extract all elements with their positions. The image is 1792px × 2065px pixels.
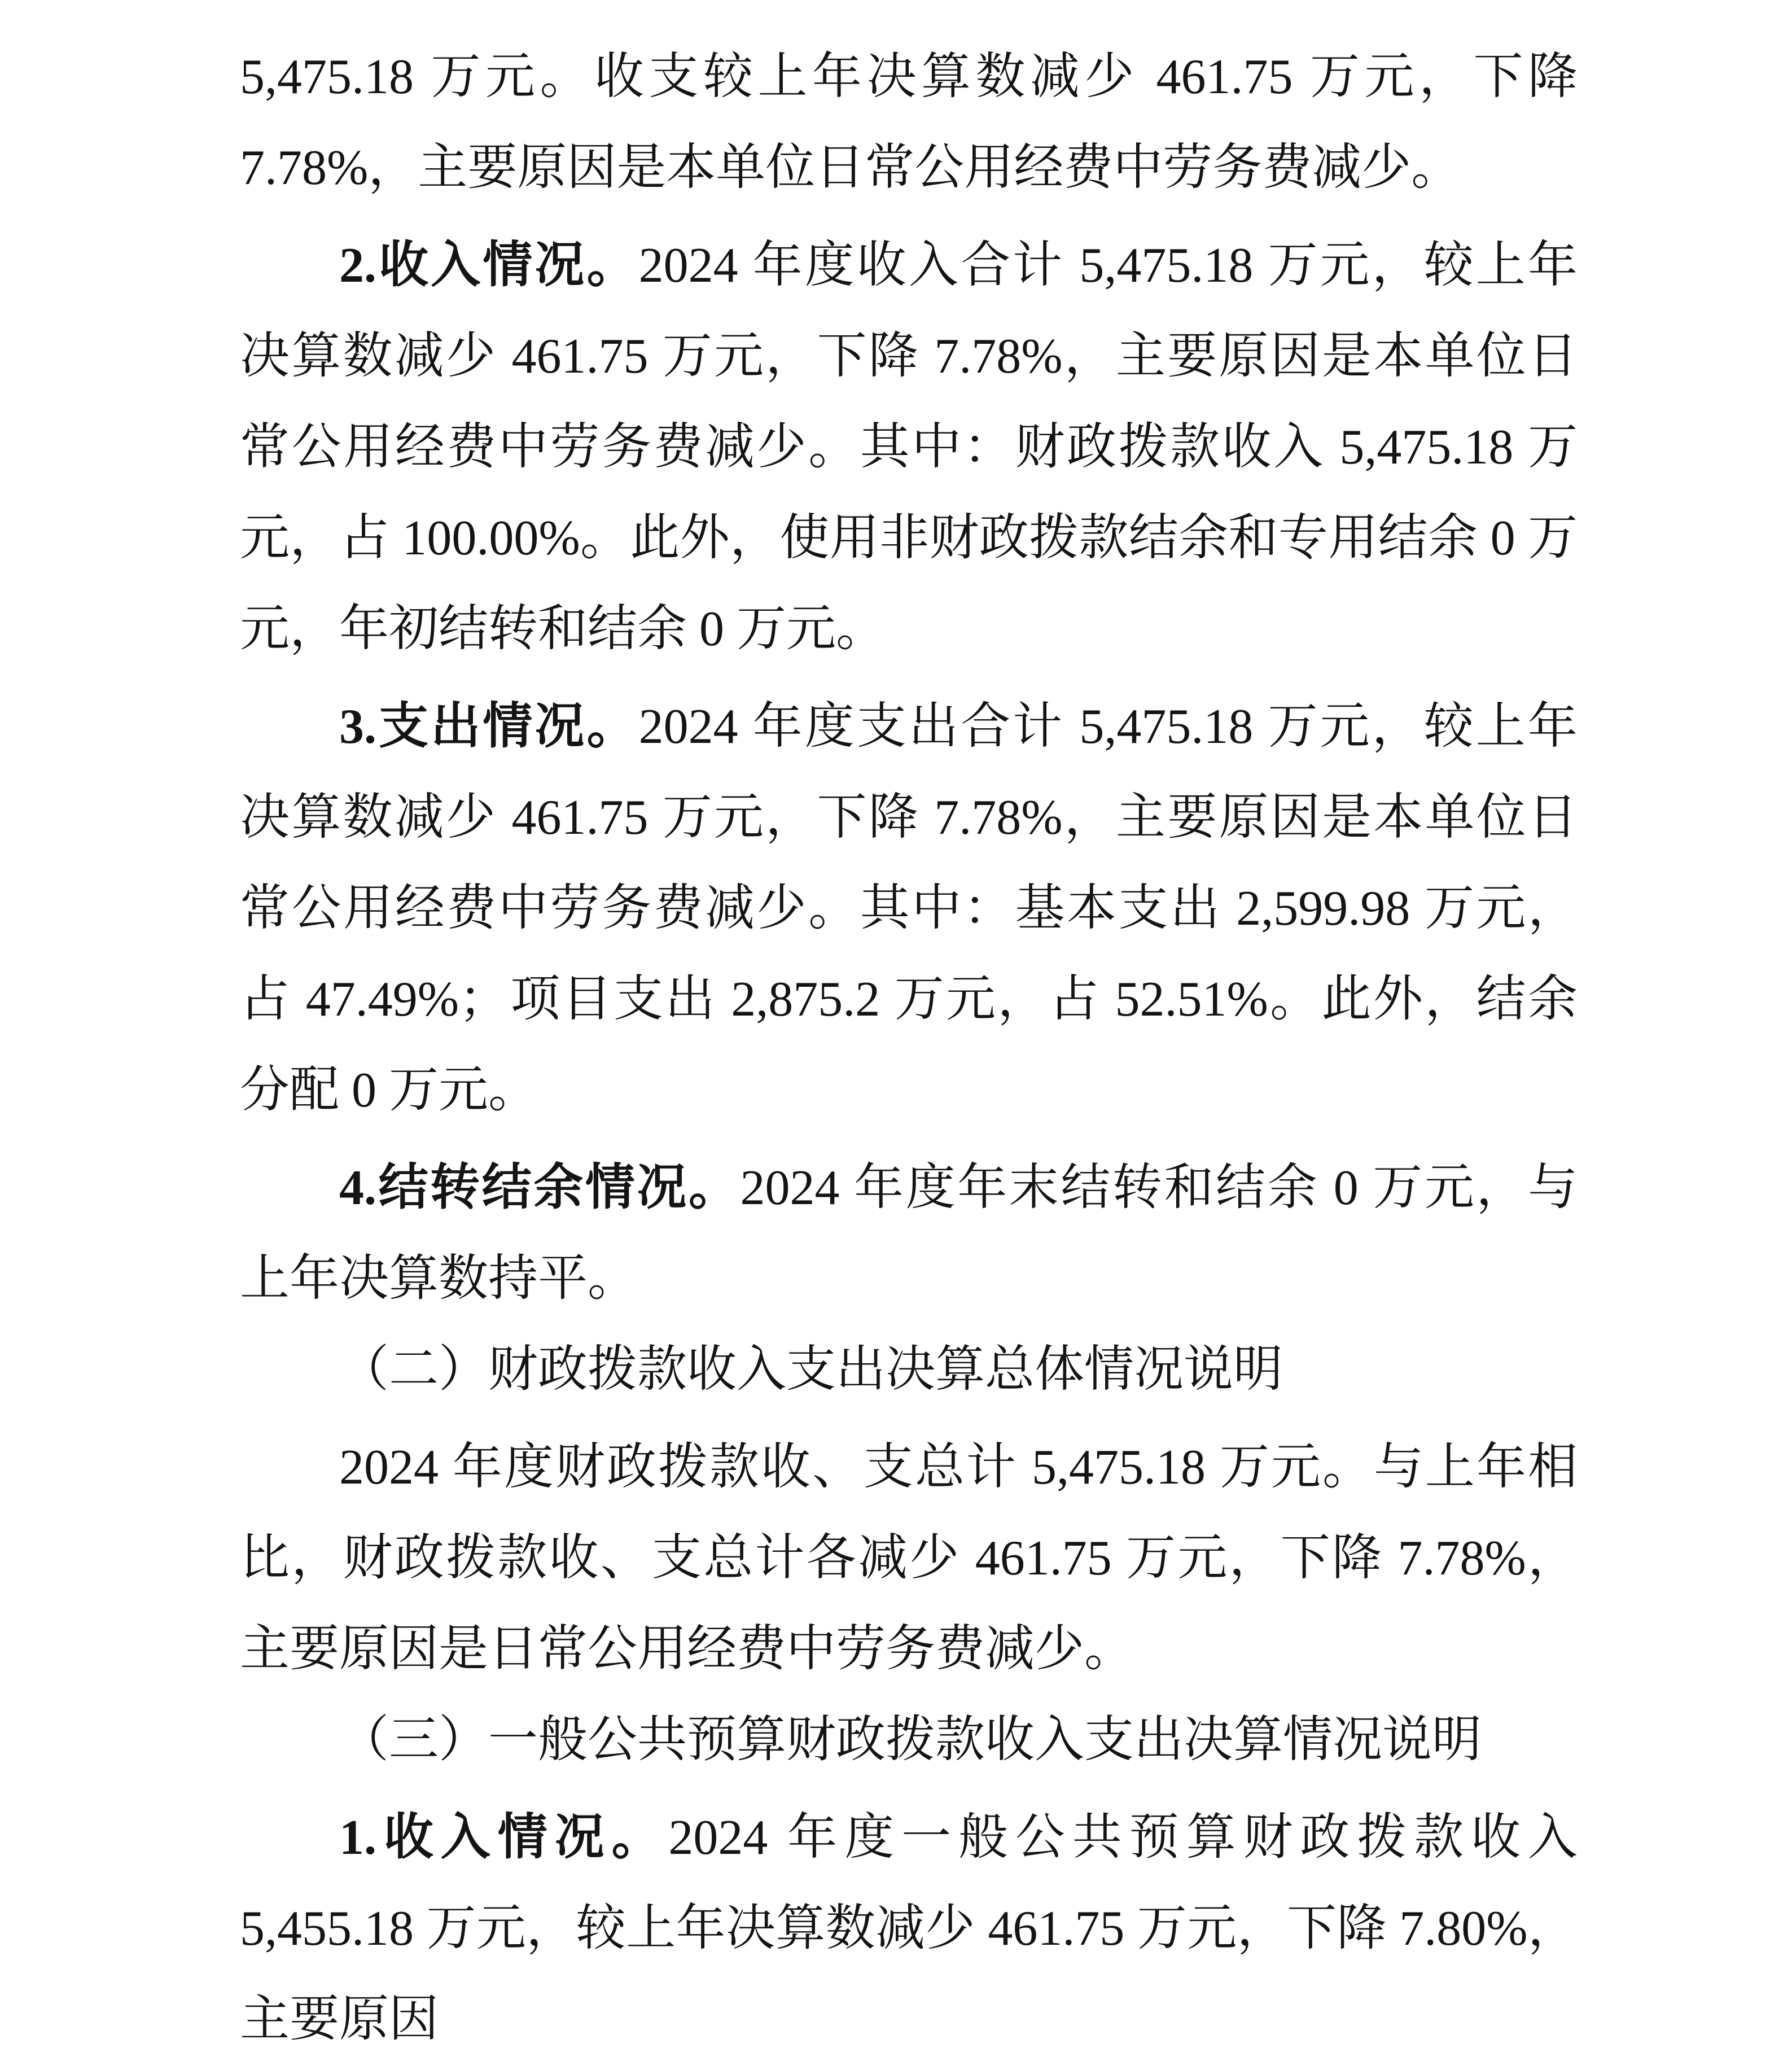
paragraph-summary-continued xyxy=(240,32,1578,213)
paragraph-heading: 2.收入情况。 xyxy=(339,238,639,293)
paragraph-text: 2024 年度年末结转和结余 0 万元，与上年决算数持平。 xyxy=(240,1161,1578,1306)
section-title: （二）财政拨款收入支出决算总体情况说明 xyxy=(339,1342,1283,1397)
paragraph-heading: 4.结转结余情况。 xyxy=(339,1161,741,1215)
paragraph-text: 2024 年度收入合计 5,475.18 万元，较上年决算数减少 461.75 万元，下降 7.78%，主要原因是本单位日常公用经费中劳务费减少。其中：财政拨款收入 5,475.18 万元，占 100.00%。此外，使用非财政拨款结余和专用结余 0 万元，年初结转和结余 0 万元。 xyxy=(240,238,1578,657)
paragraph-heading: 1.收入情况。 xyxy=(339,1810,669,1865)
paragraph-text: 2024 年度财政拨款收、支总计 5,475.18 万元。与上年相比，财政拨款收、支总计各减少 461.75 万元，下降 7.78%，主要原因是日常公用经费中劳务费减少。 xyxy=(240,1440,1578,1677)
section-title: （三）一般公共预算财政拨款收入支出决算情况说明 xyxy=(339,1713,1482,1768)
paragraph-income xyxy=(240,220,1578,675)
paragraph-text: 2024 年度支出合计 5,475.18 万元，较上年决算数减少 461.75 万元，下降 7.78%，主要原因是本单位日常公用经费中劳务费减少。其中：基本支出 2,599.98 万元，占 47.49%；项目支出 2,875.2 万元，占 52.51%。此外，结余分配 0 万元。 xyxy=(240,699,1578,1118)
paragraph-expenditure xyxy=(240,681,1578,1136)
paragraph-general-budget-income xyxy=(240,1792,1578,2065)
paragraph-carryover xyxy=(240,1143,1578,1324)
paragraph-fiscal-overall xyxy=(240,1422,1578,1695)
paragraph-text: 5,475.18 万元。收支较上年决算数减少 461.75 万元，下降 7.78%，主要原因是本单位日常公用经费中劳务费减少。 xyxy=(240,50,1578,195)
paragraph-text: 2024 年度一般公共预算财政拨款收入 5,455.18 万元，较上年决算数减少 461.75 万元，下降 7.80%，主要原因 xyxy=(240,1810,1578,2047)
document-page xyxy=(240,0,1578,2065)
paragraph-heading: 3.支出情况。 xyxy=(339,699,639,754)
